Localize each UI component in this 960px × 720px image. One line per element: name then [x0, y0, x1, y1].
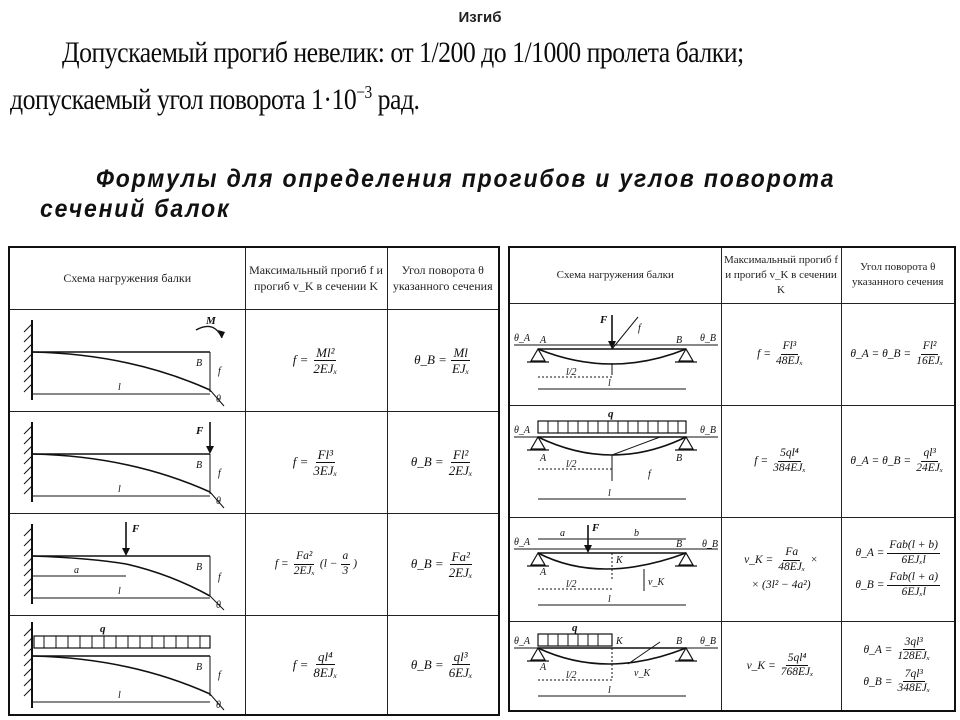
support-b-label: B — [676, 635, 683, 647]
intro-line-2-suffix: рад. — [371, 83, 420, 116]
force-label: F — [132, 523, 140, 535]
left-row-3-deflection: f = $\frac{\text{Fa²}}{\text{2EJₓ}}$ (l − $\frac{a}{3}$ ) — [245, 513, 387, 615]
simple-beam-eccentric-force-diagram — [510, 519, 722, 619]
support-b-label: B — [676, 335, 683, 346]
right-header-scheme: Схема нагружения балки — [509, 247, 721, 303]
support-a-label: A — [540, 661, 547, 673]
right-row-2 — [509, 405, 955, 517]
half-span-label: l/2 — [566, 459, 577, 470]
right-row-3-scheme — [509, 517, 721, 621]
deflection-f-label: f — [218, 468, 221, 479]
right-row-2-scheme — [509, 405, 721, 517]
left-row-4 — [9, 615, 499, 715]
left-row-2-deflection: f = $\frac{\text{Fl³}}{\text{3EJₓ}}$ — [245, 411, 387, 513]
theta-label: θ — [216, 699, 221, 711]
simple-beam-uniform-load-diagram — [510, 407, 722, 515]
span-l-label: l — [608, 594, 611, 605]
right-row-4 — [509, 621, 955, 711]
left-row-2 — [9, 411, 499, 513]
span-l-label: l — [608, 378, 611, 389]
left-formula-table — [8, 246, 500, 716]
right-row-3-deflection: v_K = $\frac{Fa}{\text{48EJₓ}}$ × × (3l² − 4a²) — [721, 517, 841, 621]
left-row-3 — [9, 513, 499, 615]
support-b-label: B — [676, 453, 683, 464]
right-row-4-rotation: θ_A = $\frac{\text{3ql³}}{\text{128EJₓ}}$ θ_B = $\frac{\text{7ql³}}{\text{348EJₓ}}$ — [841, 621, 955, 711]
simple-beam-central-force-diagram — [510, 305, 722, 403]
deflection-f-label: f — [648, 469, 651, 480]
distance-a-label: a — [74, 565, 79, 576]
intro-line-2-exponent: −3 — [356, 82, 372, 102]
left-row-4-deflection: f = $\frac{\text{ql⁴}}{\text{8EJₓ}}$ — [245, 615, 387, 715]
left-row-2-scheme — [9, 411, 245, 513]
left-row-3-scheme — [9, 513, 245, 615]
support-a-label: A — [540, 453, 547, 464]
cantilever-end-force-diagram — [10, 412, 246, 512]
point-b-label: B — [196, 661, 203, 673]
section-k-label: K — [616, 635, 623, 647]
right-row-2-rotation: θ_A = θ_B = $\frac{\text{ql³}}{\text{24EJₓ}}$ — [841, 405, 955, 517]
distance-a-label: a — [560, 528, 565, 539]
right-row-4-scheme — [509, 621, 721, 711]
moment-label: M — [206, 315, 216, 327]
half-span-label: l/2 — [566, 367, 577, 378]
span-l-label: l — [118, 586, 121, 597]
left-row-1-scheme — [9, 309, 245, 411]
slide-title: Изгиб — [458, 9, 502, 26]
span-l-label: l — [608, 488, 611, 499]
span-l-label: l — [608, 684, 611, 696]
right-header-deflection: Максимальный прогиб f и прогиб v_K в сечении K — [721, 247, 841, 303]
deflection-second-line: × (3l² − 4a²) — [751, 579, 811, 591]
right-row-1-deflection: f = $\frac{\text{Fl³}}{\text{48EJₓ}}$ — [721, 303, 841, 405]
left-header-row — [9, 247, 499, 309]
left-row-4-rotation: θ_B = $\frac{\text{ql³}}{\text{6EJₓ}}$ — [387, 615, 499, 715]
right-formula-table — [508, 246, 956, 712]
half-span-label: l/2 — [566, 669, 577, 681]
left-row-1 — [9, 309, 499, 411]
deflection-vk-label: v_K — [634, 667, 651, 679]
deflection-f-label: f — [218, 669, 221, 681]
support-b-label: B — [676, 539, 683, 550]
section-heading-line-1: Формулы для определения прогибов и углов поворота — [96, 165, 836, 193]
theta-a-label: θ_A — [514, 425, 531, 436]
theta-a-label: θ_A — [514, 333, 531, 344]
span-l-label: l — [118, 689, 121, 701]
span-l-label: l — [118, 382, 121, 393]
distributed-load-q-label: q — [100, 622, 106, 635]
point-b-label: B — [196, 460, 203, 471]
cantilever-distributed-load-diagram — [10, 616, 246, 714]
theta-label: θ — [216, 600, 221, 611]
distance-b-label: b — [634, 528, 639, 539]
theta-label: θ — [216, 394, 221, 405]
deflection-f-label: f — [638, 323, 641, 334]
distributed-load-q-label: q — [572, 621, 578, 634]
half-span-label: l/2 — [566, 579, 577, 590]
deflection-f-label: f — [218, 572, 221, 583]
right-row-3-rotation: θ_A = $\frac{\text{Fab(l + b)}}{\text{6EJₓl}}$ θ_B = $\frac{\text{Fab(l + a)}}{\text{6EJₓl}}$ — [841, 517, 955, 621]
right-row-2-deflection: f = $\frac{\text{5ql⁴}}{\text{384EJₓ}}$ — [721, 405, 841, 517]
left-header-deflection: Максимальный прогиб f и прогиб v_K в сечении K — [245, 247, 387, 309]
deflection-f-label: f — [218, 366, 221, 377]
right-header-rotation: Угол поворота θ указанного сечения — [841, 247, 955, 303]
section-heading-line-2: сечений балок — [40, 195, 231, 223]
left-row-4-scheme — [9, 615, 245, 715]
intro-line-2-prefix: допускаемый угол поворота 1·10 — [10, 83, 357, 116]
left-header-rotation: Угол поворота θ указанного сечения — [387, 247, 499, 309]
force-label: F — [600, 314, 608, 326]
theta-b-label: θ_B — [700, 425, 717, 436]
section-k-label: K — [616, 555, 623, 566]
right-row-1 — [509, 303, 955, 405]
span-l-label: l — [118, 484, 121, 495]
theta-label: θ — [216, 496, 221, 507]
intro-line-1: Допускаемый прогиб невелик: от 1/200 до 1/1000 пролета балки; — [62, 36, 744, 69]
left-header-scheme: Схема нагружения балки — [9, 247, 245, 309]
deflection-vk-label: v_K — [648, 577, 665, 588]
theta-b-label: θ_B — [700, 333, 717, 344]
point-b-label: B — [196, 562, 203, 573]
left-row-1-rotation: θ_B = $\frac{Ml}{\text{EJₓ}}$ — [387, 309, 499, 411]
force-label: F — [196, 425, 204, 437]
support-a-label: A — [540, 567, 547, 578]
point-b-label: B — [196, 358, 203, 369]
right-row-1-rotation: θ_A = θ_B = $\frac{\text{Fl²}}{\text{16EJₓ}}$ — [841, 303, 955, 405]
theta-b-label: θ_B — [700, 635, 717, 647]
simple-beam-half-load-diagram — [510, 622, 722, 710]
force-label: F — [592, 522, 600, 534]
cantilever-moment-diagram — [10, 310, 246, 410]
left-row-2-rotation: θ_B = $\frac{\text{Fl²}}{\text{2EJₓ}}$ — [387, 411, 499, 513]
distributed-load-q-label: q — [608, 408, 614, 420]
theta-b-label: θ_B — [702, 539, 719, 550]
cantilever-mid-force-diagram — [10, 514, 246, 614]
left-row-1-deflection: f = $\frac{\text{Ml²}}{\text{2EJₓ}}$ — [245, 309, 387, 411]
right-row-1-scheme — [509, 303, 721, 405]
right-row-3 — [509, 517, 955, 621]
right-header-row — [509, 247, 955, 303]
theta-a-label: θ_A — [514, 537, 531, 548]
theta-a-label: θ_A — [514, 635, 531, 647]
left-row-3-rotation: θ_B = $\frac{\text{Fa²}}{\text{2EJₓ}}$ — [387, 513, 499, 615]
intro-line-2 — [10, 82, 420, 117]
right-row-4-deflection: v_K = $\frac{\text{5ql⁴}}{\text{768EJₓ}}$ — [721, 621, 841, 711]
support-a-label: A — [540, 335, 547, 346]
